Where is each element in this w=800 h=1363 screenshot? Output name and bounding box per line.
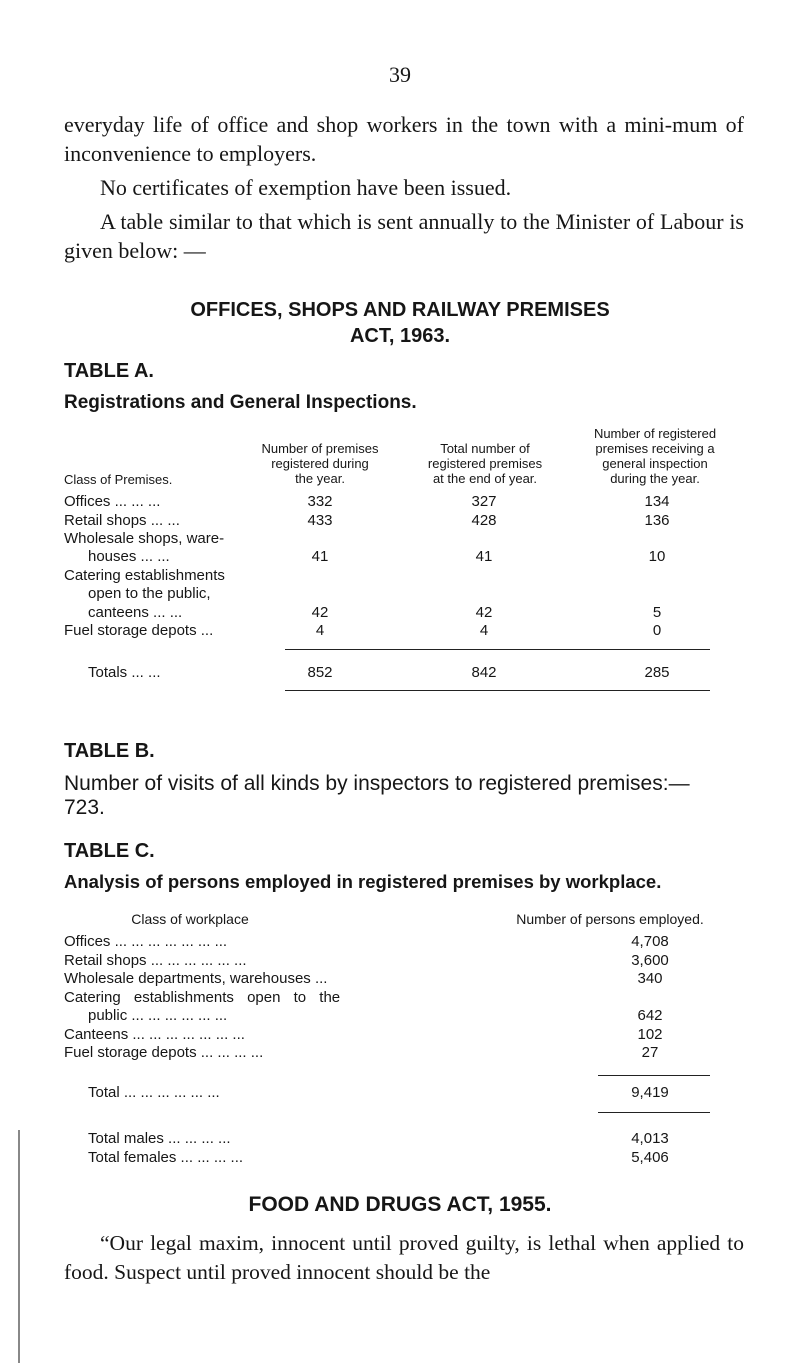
header-inspected-l3: general inspection (602, 456, 708, 471)
cell-inspected: 136 (644, 512, 670, 529)
table-a-label: TABLE A. (64, 360, 154, 382)
total-total: 842 (471, 664, 497, 681)
header-class: Class of Premises. (64, 472, 173, 487)
table-a-subtitle: Registrations and General Inspections. (64, 392, 417, 413)
header-inspected-l1: Number of registered (593, 426, 717, 441)
cell-inspected: 10 (648, 548, 666, 565)
table-b-label: TABLE B. (64, 740, 155, 762)
intro-paragraph-3: A table similar to that which is sent annually to the Minister of Labour is given below: — (64, 209, 744, 263)
row-value: 27 (641, 1044, 659, 1061)
cell-registered: 332 (307, 493, 333, 510)
cell-total: 41 (475, 548, 493, 565)
table-b-text (64, 772, 744, 820)
act-title-line-2: ACT, 1963. (349, 325, 451, 347)
act-title (0, 297, 800, 349)
header-total-l2: registered premises (427, 456, 543, 471)
row-label: Catering establishments (64, 567, 225, 584)
cell-inspected: 0 (652, 622, 662, 639)
header-inspected-l4: during the year. (610, 471, 700, 486)
cell-inspected: 134 (644, 493, 670, 510)
table-a-rule-top (285, 649, 710, 650)
table-c-rule-top (598, 1075, 710, 1076)
cell-total: 42 (475, 604, 493, 621)
binding-margin-line (18, 1130, 20, 1363)
table-c-label: TABLE C. (64, 840, 155, 862)
cell-total: 4 (479, 622, 489, 639)
row-label: Canteens ... ... ... ... ... ... ... (64, 1026, 245, 1043)
total-registered: 852 (307, 664, 333, 681)
cell-total: 428 (471, 512, 497, 529)
total-inspected: 285 (644, 664, 670, 681)
row-label-cont: houses ... ... (88, 548, 170, 565)
row-value: 3,600 (631, 952, 669, 969)
header-registered-l2: registered during (271, 456, 369, 471)
food-act-title: FOOD AND DRUGS ACT, 1955. (248, 1193, 552, 1216)
total-label: Total ... ... ... ... ... ... (88, 1084, 220, 1101)
row-label: Fuel storage depots ... (64, 622, 214, 639)
header-inspected (565, 426, 745, 486)
row-label: Wholesale departments, warehouses ... (64, 970, 328, 987)
table-c-rule-bottom (598, 1112, 710, 1113)
total-value: 9,419 (631, 1084, 669, 1101)
row-value: 102 (637, 1026, 663, 1043)
header-registered (235, 441, 405, 486)
food-act-paragraph: “Our legal maxim, innocent until proved guilty, is lethal when applied to food. Suspect until proved innocent should be the (64, 1231, 744, 1284)
row-label: Wholesale shops, ware- (64, 530, 225, 547)
row-label-cont: public ... ... ... ... ... ... (88, 1007, 228, 1024)
row-label: Fuel storage depots ... ... ... ... (64, 1044, 264, 1061)
males-value: 4,013 (631, 1130, 669, 1147)
table-b-count: 723. (64, 796, 105, 819)
row-label-cont: open to the public, (88, 585, 211, 602)
table-a-rule-bottom (285, 690, 710, 691)
header-total-l1: Total number of (440, 441, 530, 456)
intro-paragraph-2: No certificates of exemption have been issued. (100, 175, 512, 200)
header-total-l3: at the end of year. (432, 471, 538, 486)
header-total (400, 441, 570, 486)
males-label: Total males ... ... ... ... (88, 1130, 231, 1147)
cell-total: 327 (471, 493, 497, 510)
row-label: Offices ... ... ... ... ... ... ... (64, 933, 228, 950)
row-label: Catering establishments open to the (64, 989, 341, 1006)
cell-registered: 433 (307, 512, 333, 529)
row-label: Offices ... ... ... (64, 493, 161, 510)
row-value: 4,708 (631, 933, 669, 950)
page-number: 39 (389, 62, 411, 87)
cell-inspected: 5 (652, 604, 662, 621)
cell-registered: 4 (315, 622, 325, 639)
cell-registered: 42 (311, 604, 329, 621)
females-value: 5,406 (631, 1149, 669, 1166)
header-inspected-l2: premises receiving a (595, 441, 715, 456)
intro-paragraph-1: everyday life of office and shop workers in the town with a mini-mum of inconvenience to employers. (64, 112, 744, 166)
row-label-cont: canteens ... ... (88, 604, 183, 621)
row-value: 340 (637, 970, 663, 987)
females-label: Total females ... ... ... ... (88, 1149, 244, 1166)
row-value: 642 (637, 1007, 663, 1024)
table-c-header-class: Class of workplace (131, 911, 249, 927)
table-c-subtitle: Analysis of persons employed in registered premises by workplace. (64, 871, 662, 892)
table-b-text-line-1: Number of visits of all kinds by inspectors to registered premises:— (64, 772, 690, 795)
header-registered-l1: Number of premises (261, 441, 379, 456)
act-title-line-1: OFFICES, SHOPS AND RAILWAY PREMISES (190, 299, 610, 321)
row-label: Retail shops ... ... (64, 512, 180, 529)
table-c-header-number: Number of persons employed. (516, 911, 704, 927)
cell-registered: 41 (311, 548, 329, 565)
header-registered-l3: the year. (295, 471, 345, 486)
totals-label: Totals ... ... (88, 664, 161, 681)
row-label: Retail shops ... ... ... ... ... ... (64, 952, 247, 969)
